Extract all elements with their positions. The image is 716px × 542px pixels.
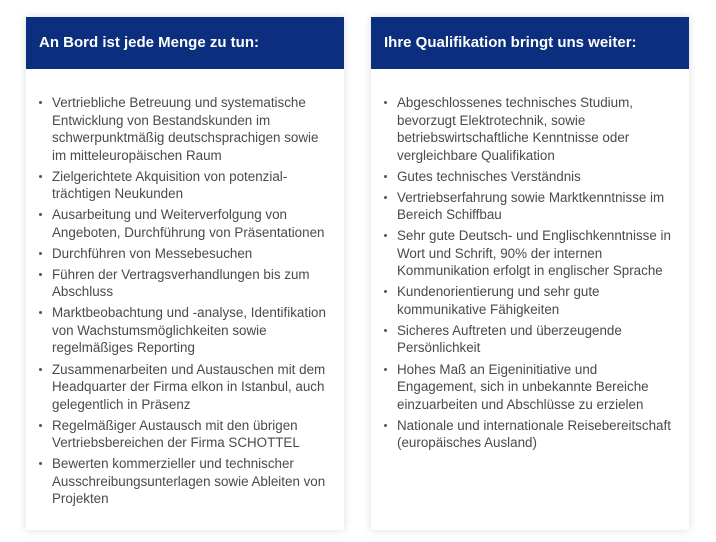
list-item-text: Ausarbeitung und Weiterverfolgung von Angeboten, Durchführung von Präsentationen bbox=[52, 207, 325, 240]
list-item bbox=[383, 94, 679, 164]
list-item-text: Hohes Maß an Eigeninitiative und Engagement, sich in unbekannte Bereiche einzuarbeiten und Abschlüsse zu erzielen bbox=[397, 361, 649, 412]
bullet-icon bbox=[384, 368, 387, 371]
list-item-text: Marktbeobachtung und -analyse, Identifikation von Wachstumsmöglichkeiten sowie regelmäßiges Reporting bbox=[52, 305, 326, 356]
list-item bbox=[38, 455, 334, 508]
list-item-text: Sehr gute Deutsch- und Englischkenntnisse in Wort und Schrift, 90% der internen Kommunikation erfolgt in englischer Sprache bbox=[397, 228, 671, 279]
list-item-text: Regelmäßiger Austausch mit den übrigen Vertriebsbereichen der Firma SCHOTTEL bbox=[52, 417, 300, 451]
list-item-text: Bewerten kommerzieller und technischer Ausschreibungsunterlagen sowie Ableiten von Projekten bbox=[52, 456, 326, 507]
list-item-text: Vertriebliche Betreuung und systematische Entwicklung von Bestandskunden im schwerpunktmäßig deutschsprachigen sowie im mitteleuropäischen Raum bbox=[52, 95, 319, 163]
list-item bbox=[38, 304, 334, 357]
list-item bbox=[38, 206, 334, 241]
list-item bbox=[38, 168, 334, 203]
qualifications-list bbox=[371, 69, 689, 452]
list-item bbox=[383, 168, 679, 186]
qualifications-card-title: Ihre Qualifikation bringt uns weiter: bbox=[371, 17, 689, 69]
list-item bbox=[38, 245, 334, 263]
bullet-icon bbox=[384, 196, 387, 199]
bullet-icon bbox=[384, 175, 387, 178]
list-item bbox=[383, 417, 679, 452]
list-item-text: Durchführen von Messebesuchen bbox=[52, 245, 253, 261]
bullet-icon bbox=[39, 424, 42, 427]
list-item-text: Führen der Vertragsverhandlungen bis zum Abschluss bbox=[52, 266, 310, 300]
tasks-card-title: An Bord ist jede Menge zu tun: bbox=[26, 17, 344, 69]
bullet-icon bbox=[39, 273, 42, 276]
list-item bbox=[383, 227, 679, 280]
bullet-icon bbox=[384, 424, 387, 427]
bullet-icon bbox=[384, 234, 387, 237]
list-item bbox=[38, 266, 334, 301]
list-item bbox=[383, 189, 679, 224]
bullet-icon bbox=[39, 213, 42, 216]
bullet-icon bbox=[39, 368, 42, 371]
list-item bbox=[38, 94, 334, 164]
bullet-icon bbox=[384, 290, 387, 293]
list-item-text: Gutes technisches Verständnis bbox=[397, 168, 581, 184]
bullet-icon bbox=[39, 311, 42, 314]
bullet-icon bbox=[39, 252, 42, 255]
qualifications-card bbox=[371, 17, 689, 530]
list-item bbox=[38, 361, 334, 414]
list-item-text: Nationale und internationale Reisebereitschaft (europäisches Ausland) bbox=[397, 417, 671, 451]
list-item-text: Zusammenarbeiten und Austauschen mit dem Headquarter der Firma elkon in Istanbul, auch gelegentlich in Präsenz bbox=[52, 361, 326, 412]
bullet-icon bbox=[39, 101, 42, 104]
list-item bbox=[38, 417, 334, 452]
bullet-icon bbox=[384, 101, 387, 104]
list-item-text: Sicheres Auftreten und überzeugende Persönlichkeit bbox=[397, 322, 622, 356]
tasks-card bbox=[26, 17, 344, 530]
list-item-text: Kundenorientierung und sehr gute kommunikative Fähigkeiten bbox=[397, 284, 600, 317]
list-item bbox=[383, 322, 679, 357]
bullet-icon bbox=[39, 175, 42, 178]
tasks-list bbox=[26, 69, 344, 508]
bullet-icon bbox=[384, 329, 387, 332]
list-item bbox=[383, 283, 679, 318]
list-item-text: Vertriebserfahrung sowie Marktkenntnisse im Bereich Schiffbau bbox=[397, 189, 665, 223]
list-item bbox=[383, 361, 679, 414]
list-item-text: Zielgerichtete Akquisition von potenzial-trächtigen Neukunden bbox=[52, 168, 288, 202]
list-item-text: Abgeschlossenes technisches Studium, bevorzugt Elektrotechnik, sowie betriebswirtschaftliche Kenntnisse oder vergleichbare Qualifikation bbox=[397, 95, 633, 163]
bullet-icon bbox=[39, 462, 42, 465]
